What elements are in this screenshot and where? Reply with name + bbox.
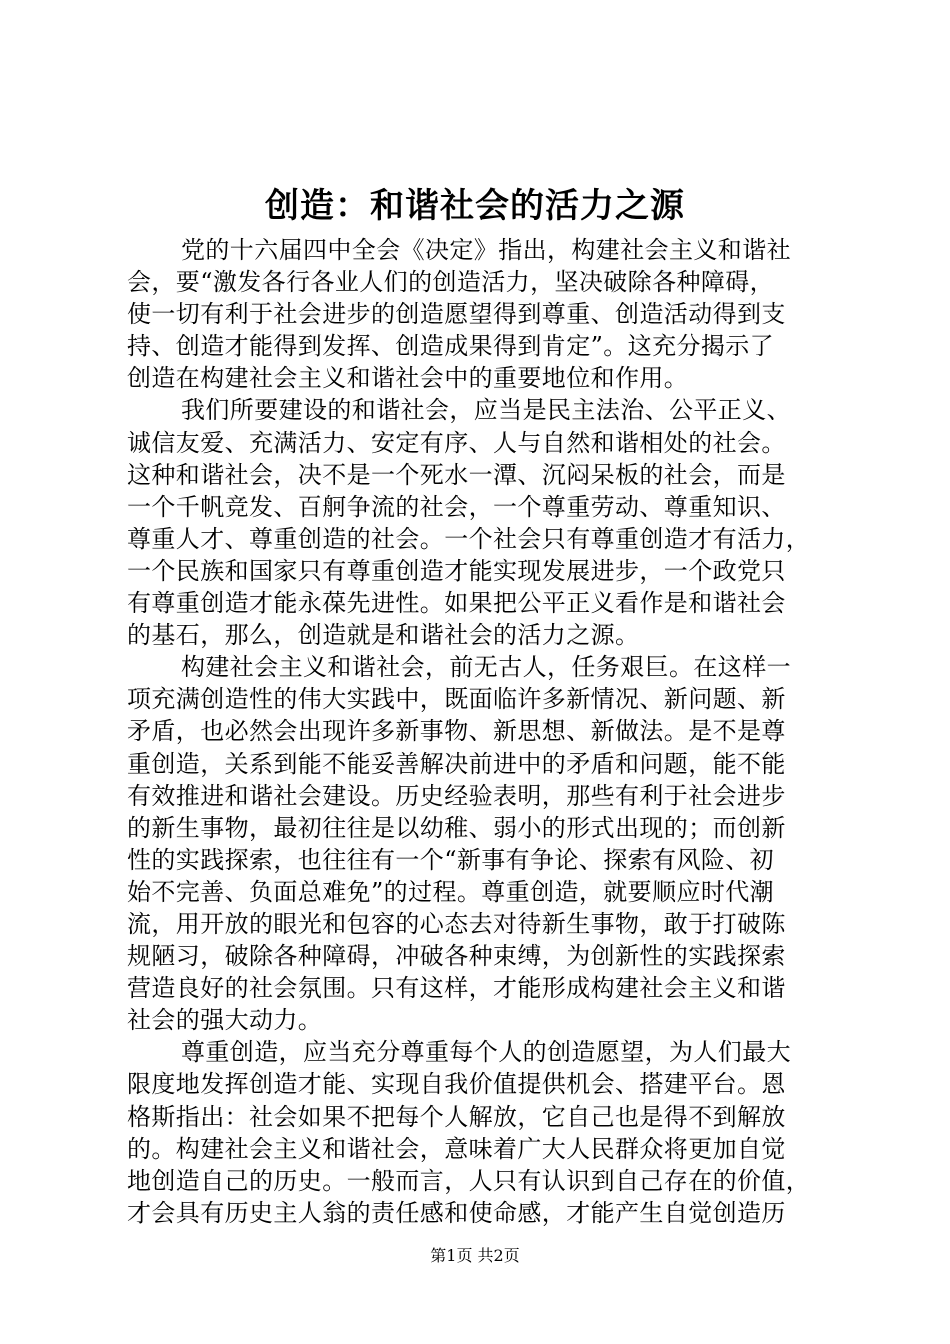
- text-line: 的基石，那么，创造就是和谐社会的活力之源。: [127, 621, 640, 650]
- page-footer: 第1页 共2页: [430, 1246, 520, 1265]
- text-line: 项充满创造性的伟大实践中，既面临许多新情况、新问题、新: [127, 685, 786, 714]
- text-line: 尊重人才、尊重创造的社会。一个社会只有尊重创造才有活力，: [127, 524, 811, 553]
- text-line: 格斯指出：社会如果不把每个人解放，它自己也是得不到解放: [127, 1102, 786, 1131]
- text-line: 有效推进和谐社会建设。历史经验表明，那些有利于社会进步: [127, 781, 786, 810]
- text-line: 营造良好的社会氛围。只有这样，才能形成构建社会主义和谐: [127, 974, 786, 1003]
- document-body: [127, 234, 837, 1229]
- text-line: 的。构建社会主义和谐社会，意味着广大人民群众将更加自觉: [127, 1134, 786, 1163]
- text-line: 持、创造才能得到发挥、创造成果得到肯定”。这充分揭示了: [127, 332, 775, 361]
- text-line: 尊重创造，应当充分尊重每个人的创造愿望，为人们最大: [181, 1038, 791, 1067]
- text-line: 会，要“激发各行各业人们的创造活力，坚决破除各种障碍，: [127, 268, 775, 297]
- text-line: 创造在构建社会主义和谐社会中的重要地位和作用。: [127, 364, 689, 393]
- text-line: 这种和谐社会，决不是一个死水一潭、沉闷呆板的社会，而是: [127, 460, 786, 489]
- text-line: 使一切有利于社会进步的创造愿望得到尊重、创造活动得到支: [127, 300, 786, 329]
- text-line: 重创造，关系到能不能妥善解决前进中的矛盾和问题，能不能: [127, 749, 786, 778]
- text-line: 始不完善、负面总难免”的过程。尊重创造，就要顺应时代潮: [127, 877, 775, 906]
- text-line: 诚信友爱、充满活力、安定有序、人与自然和谐相处的社会。: [127, 428, 786, 457]
- text-line: 矛盾，也必然会出现许多新事物、新思想、新做法。是不是尊: [127, 717, 786, 746]
- text-line: 地创造自己的历史。一般而言，人只有认识到自己存在的价值，: [127, 1166, 811, 1195]
- text-line: 性的实践探索，也往往有一个“新事有争论、探索有风险、初: [127, 845, 775, 874]
- text-line: 构建社会主义和谐社会，前无古人，任务艰巨。在这样一: [181, 653, 791, 682]
- text-line: 我们所要建设的和谐社会，应当是民主法治、公平正义、: [181, 396, 791, 425]
- text-line: 的新生事物，最初往往是以幼稚、弱小的形式出现的；而创新: [127, 813, 786, 842]
- document-title: 创造：和谐社会的活力之源: [265, 186, 685, 226]
- text-line: 党的十六届四中全会《决定》指出，构建社会主义和谐社: [181, 236, 791, 264]
- text-line: 一个民族和国家只有尊重创造才能实现发展进步，一个政党只: [127, 556, 786, 585]
- text-line: 才会具有历史主人翁的责任感和使命感，才能产生自觉创造历: [127, 1198, 786, 1227]
- text-line: 有尊重创造才能永葆先进性。如果把公平正义看作是和谐社会: [127, 589, 786, 618]
- text-line: 限度地发挥创造才能、实现自我价值提供机会、搭建平台。恩: [127, 1070, 786, 1099]
- text-line: 社会的强大动力。: [127, 1006, 323, 1035]
- text-line: 流，用开放的眼光和包容的心态去对待新生事物，敢于打破陈: [127, 909, 786, 938]
- text-line: 规陋习，破除各种障碍，冲破各种束缚，为创新性的实践探索: [127, 942, 786, 971]
- text-line: 一个千帆竞发、百舸争流的社会，一个尊重劳动、尊重知识、: [127, 492, 786, 521]
